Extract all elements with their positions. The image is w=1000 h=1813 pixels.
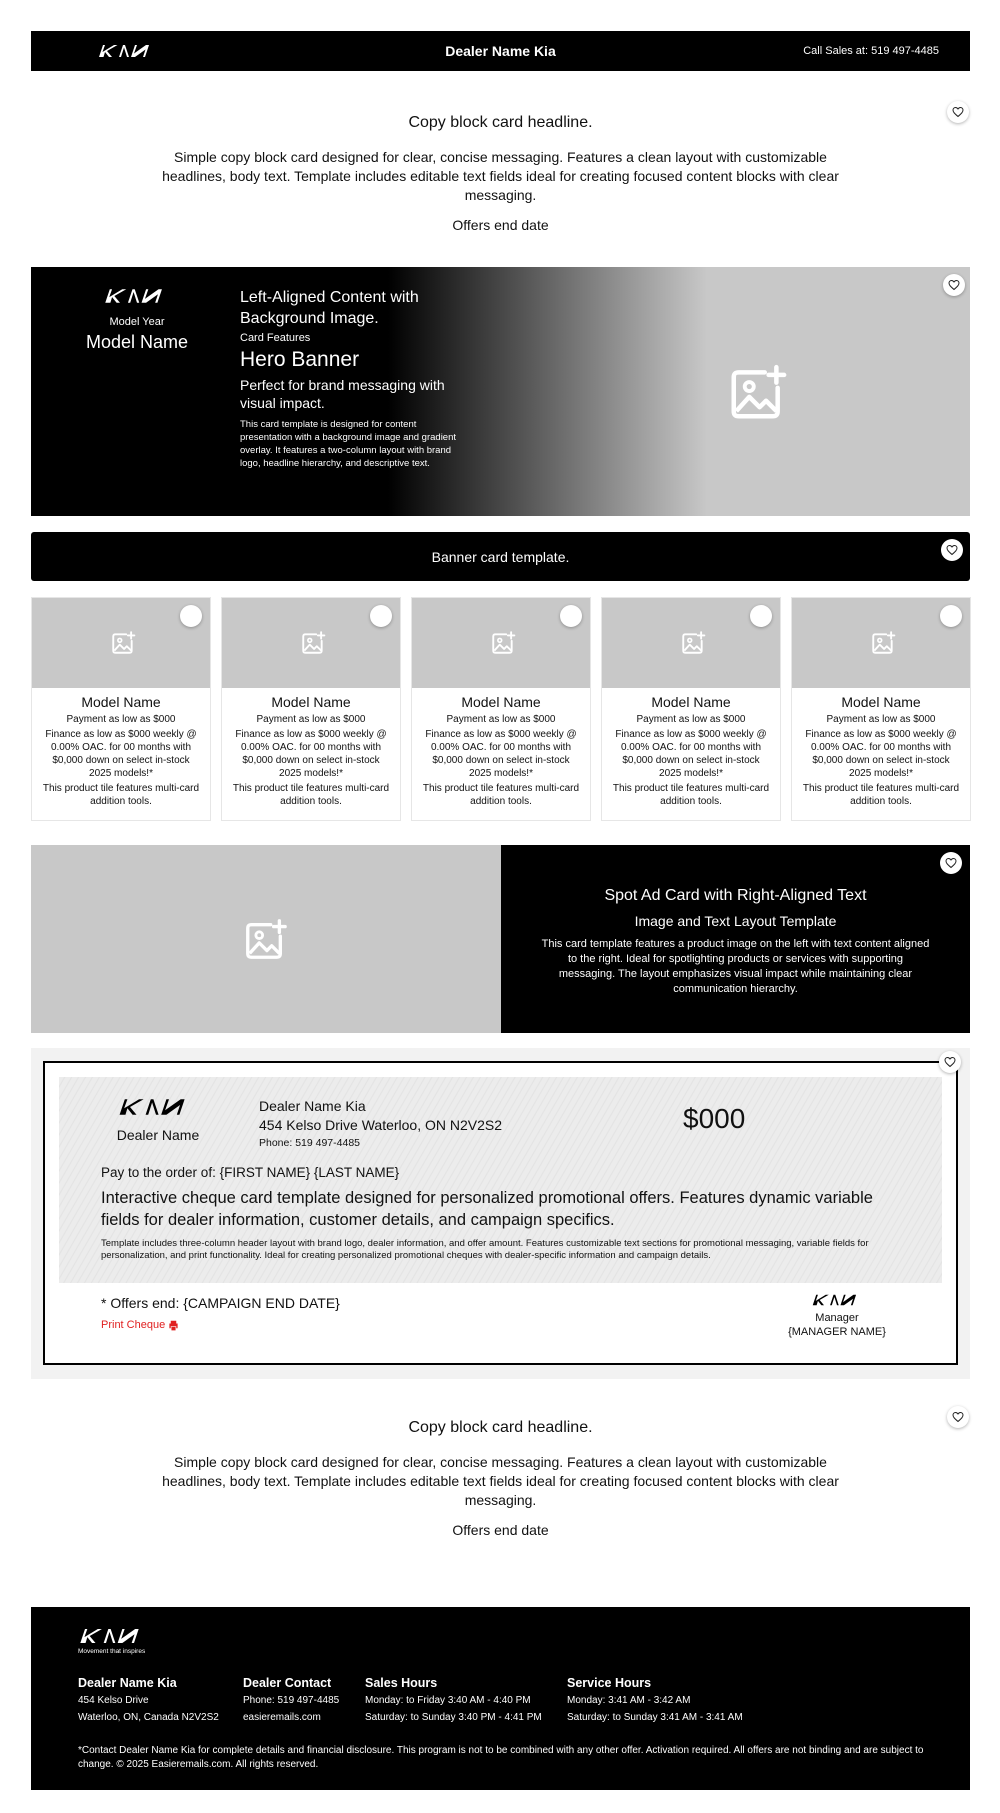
tile-tools-text: This product tile features multi-card addition tools. (232, 783, 390, 807)
manager-title: Manager (815, 1312, 859, 1324)
tile-image-placeholder[interactable] (792, 598, 970, 688)
spot-subtitle: Image and Text Layout Template (634, 913, 837, 929)
tile-model-name: Model Name (461, 694, 541, 710)
image-add-icon (490, 630, 516, 656)
hero-banner-title: Hero Banner (240, 348, 360, 371)
print-cheque-label: Print Cheque (101, 1319, 166, 1331)
manager-name: {MANAGER NAME} (788, 1326, 886, 1338)
manager-signature (775, 1311, 899, 1339)
image-add-icon (870, 630, 896, 656)
image-add-icon (300, 630, 326, 656)
copy-block-card (31, 114, 970, 233)
site-footer (31, 1607, 970, 1790)
tile-tools-text: This product tile features multi-card addition tools. (612, 783, 770, 807)
image-add-icon[interactable] (726, 362, 788, 424)
tile-payment: Payment as low as $000 (636, 714, 746, 725)
copy-body: Simple copy block card designed for clear, concise messaging. Features a clean layout with customizable headlines, body text. Template includes editable text fields ideal for creating focused content blocks with clear messaging. (162, 1454, 839, 1508)
copy-headline: Copy block card headline. (408, 114, 593, 131)
print-cheque-button[interactable] (101, 1319, 179, 1331)
footer-sales-column (365, 1674, 542, 1726)
tile-payment: Payment as low as $000 (256, 714, 366, 725)
spot-image-placeholder[interactable] (31, 845, 501, 1033)
tile-finance: Finance as low as $000 weekly @ 0.00% OAC. for 00 months with $0,000 down on select in-stock 2025 models!* (45, 729, 197, 779)
tile-model-name: Model Name (841, 694, 921, 710)
tile-finance: Finance as low as $000 weekly @ 0.00% OAC. for 00 months with $0,000 down on select in-stock 2025 models!* (235, 729, 387, 779)
footer-contact-column (243, 1674, 339, 1726)
model-name: Model Name (85, 332, 189, 352)
hero-subheadline: Perfect for brand messaging with visual impact. (240, 377, 445, 411)
copy-headline: Copy block card headline. (408, 1419, 593, 1436)
footer-website-link[interactable]: easieremails.com (243, 1712, 321, 1723)
cheque-offers-end: * Offers end: {CAMPAIGN END DATE} (101, 1295, 340, 1311)
tile-tools-text: This product tile features multi-card addition tools. (802, 783, 960, 807)
tile-finance: Finance as low as $000 weekly @ 0.00% OAC. for 00 months with $0,000 down on select in-stock 2025 models!* (425, 729, 577, 779)
spot-text-panel (501, 845, 970, 1033)
tile-payment: Payment as low as $000 (826, 714, 936, 725)
footer-service-line: Monday: 3:41 AM - 3:42 AM (567, 1695, 691, 1706)
cheque-dealer-address: 454 Kelso Drive Waterloo, ON N2V2S2 (259, 1117, 503, 1133)
tile-image-placeholder[interactable] (412, 598, 590, 688)
spot-title: Spot Ad Card with Right-Aligned Text (604, 887, 867, 904)
copy-body: Simple copy block card designed for clear, concise messaging. Features a clean layout with customizable headlines, body text. Template includes editable text fields ideal for creating focused content blocks with clear messaging. (162, 149, 839, 203)
model-year: Model Year (109, 316, 165, 328)
banner-text: Banner card template. (431, 548, 570, 565)
kia-logo-icon (117, 1097, 195, 1117)
product-tile (31, 597, 211, 821)
cheque-dealer-label: Dealer Name (116, 1127, 200, 1143)
footer-disclaimer: *Contact Dealer Name Kia for complete details and financial disclosure. This program is not to be combined with any other offer. Activation required. All offers are not binding and are subject to change. © 2025 Easieremails.com. All rights reserved. (78, 1745, 924, 1770)
image-add-icon (110, 630, 136, 656)
brand-tagline: Movement that inspires (78, 1648, 146, 1655)
printer-icon (168, 1320, 179, 1331)
tile-image-placeholder[interactable] (222, 598, 400, 688)
footer-phone-link[interactable]: Phone: 519 497-4485 (243, 1695, 340, 1706)
cheque-amount: $000 (683, 1103, 746, 1134)
footer-service-column (567, 1674, 743, 1726)
product-tile (791, 597, 971, 821)
favorite-heart-icon[interactable] (560, 605, 582, 627)
footer-sales-line: Monday: to Friday 3:40 AM - 4:40 PM (365, 1695, 531, 1706)
kia-logo-icon[interactable] (78, 1627, 148, 1645)
spot-description: This card template features a product image on the left with text content aligned to the right. Ideal for spotlighting products or services with supporting messaging. The layout emphasizes visual impact while maintaining clear communication hierarchy. (541, 938, 930, 995)
footer-service-heading: Service Hours (567, 1676, 652, 1690)
tile-image-placeholder[interactable] (32, 598, 210, 688)
tile-finance: Finance as low as $000 weekly @ 0.00% OAC. for 00 months with $0,000 down on select in-stock 2025 models!* (805, 729, 957, 779)
favorite-heart-icon[interactable] (947, 101, 969, 123)
tile-payment: Payment as low as $000 (446, 714, 556, 725)
offers-end-date: Offers end date (452, 1522, 549, 1538)
cheque-dealer-phone: Phone: 519 497-4485 (259, 1137, 361, 1149)
site-header (31, 31, 970, 71)
image-add-icon (242, 917, 288, 963)
footer-dealer-heading: Dealer Name Kia (78, 1676, 177, 1690)
favorite-heart-icon[interactable] (947, 1406, 969, 1428)
banner-card (31, 532, 970, 581)
image-add-icon (680, 630, 706, 656)
kia-logo-icon (811, 1293, 863, 1307)
favorite-heart-icon[interactable] (180, 605, 202, 627)
spot-ad-card (31, 845, 970, 1033)
hero-content-column (240, 287, 460, 470)
cheque-pay-to: Pay to the order of: {FIRST NAME} {LAST NAME} (101, 1165, 400, 1180)
footer-sales-heading: Sales Hours (365, 1676, 438, 1690)
offers-end-date: Offers end date (452, 217, 549, 233)
copy-block-card (31, 1419, 970, 1538)
cheque-small-text: Template includes three-column header layout with brand logo, dealer information, and offer amount. Features customizable text sections for promotional messaging, variable fields for personalization, and print functionality. Ideal for creating personalized promotional cheques with dealer-specific information and campaign details. (101, 1238, 869, 1261)
footer-contact-heading: Dealer Contact (243, 1676, 332, 1690)
favorite-heart-icon[interactable] (943, 274, 965, 296)
card-features-label: Card Features (240, 332, 311, 344)
favorite-heart-icon[interactable] (939, 1051, 961, 1073)
footer-service-line: Saturday: to Sunday 3:41 AM - 3:41 AM (567, 1712, 743, 1723)
footer-dealer-line: Waterloo, ON, Canada N2V2S2 (78, 1712, 219, 1723)
tile-finance: Finance as low as $000 weekly @ 0.00% OAC. for 00 months with $0,000 down on select in-stock 2025 models!* (615, 729, 767, 779)
tile-payment: Payment as low as $000 (66, 714, 176, 725)
hero-brand-column (67, 287, 207, 353)
hero-banner-card (31, 267, 970, 516)
product-tile (411, 597, 591, 821)
hero-headline: Left-Aligned Content with Background Image. (240, 289, 419, 327)
footer-dealer-column (78, 1674, 219, 1726)
cheque-dealer-name: Dealer Name Kia (259, 1098, 366, 1114)
product-tile (221, 597, 401, 821)
tile-model-name: Model Name (271, 694, 351, 710)
favorite-heart-icon[interactable] (941, 539, 963, 561)
cheque-headline: Interactive cheque card template designed for personalized promotional offers. Features dynamic variable fields for dealer information, customer details, and campaign specifics. (101, 1189, 873, 1229)
tile-model-name: Model Name (651, 694, 731, 710)
footer-sales-line: Saturday: to Sunday 3:40 PM - 4:41 PM (365, 1712, 542, 1723)
kia-logo-icon (103, 287, 171, 305)
favorite-heart-icon[interactable] (940, 605, 962, 627)
cheque-card (31, 1048, 970, 1379)
cheque-frame (43, 1061, 958, 1365)
favorite-heart-icon[interactable] (370, 605, 392, 627)
tile-image-placeholder[interactable] (602, 598, 780, 688)
hero-description: This card template is designed for content presentation with a background image and gradient overlay. It features a two-column layout with brand logo, headline hierarchy, and descriptive text. (240, 419, 457, 469)
call-sales-link[interactable]: Call Sales at: 519 497-4485 (803, 45, 939, 57)
product-tile (601, 597, 781, 821)
tile-tools-text: This product tile features multi-card addition tools. (422, 783, 580, 807)
favorite-heart-icon[interactable] (750, 605, 772, 627)
dealer-title: Dealer Name Kia (445, 43, 556, 59)
favorite-heart-icon[interactable] (940, 852, 962, 874)
footer-dealer-line: 454 Kelso Drive (78, 1695, 149, 1706)
tile-tools-text: This product tile features multi-card addition tools. (42, 783, 200, 807)
tile-model-name: Model Name (81, 694, 161, 710)
